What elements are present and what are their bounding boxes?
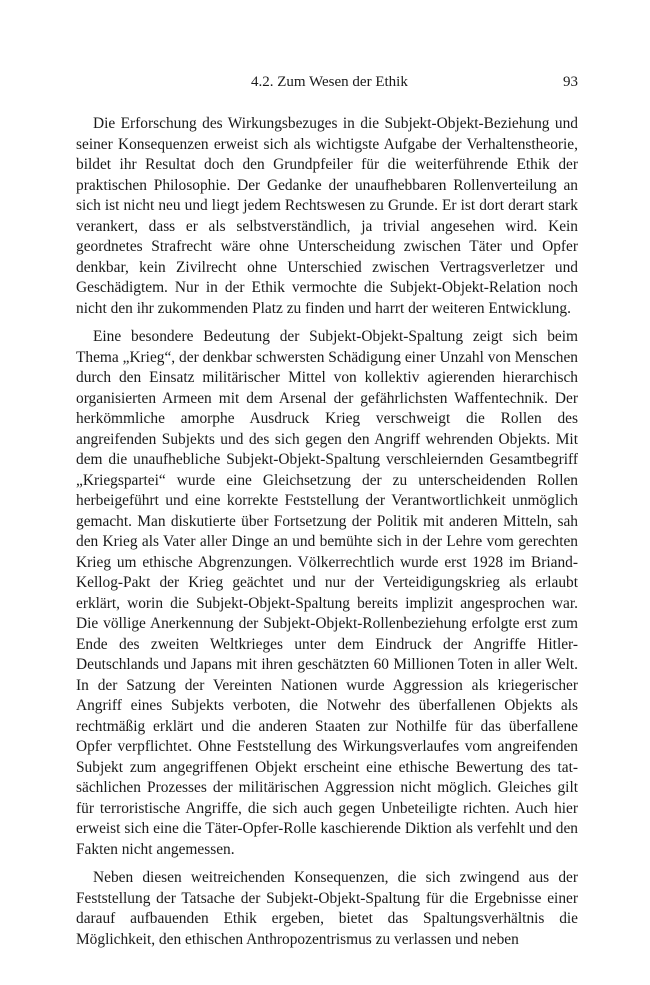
paragraph: Eine besondere Bedeutung der Subjekt-Objekt-Spaltung zeigt sich beim Thema „Krieg“, der denkbar schwersten Schädigung einer Unzahl von Menschen durch den Einsatz militärischer Mittel von kollektiv agierenden hierarchisch organisierten Armeen mit dem Arsenal der gefährlichsten Waffentechnik. Der herkömmliche amorphe Ausdruck Krieg verschweigt die Rollen des angreifenden Subjekts und des sich gegen den Angriff wehrenden Objekts. Mit dem die unaufhebliche Subjekt-Objekt-Spaltung verschleiernden Gesamtbegriff „Kriegspartei“ wurde eine Gleichsetzung der zu unterscheidenden Rollen herbeigeführt und eine korrekte Feststellung der Verantwortlichkeit unmöglich gemacht. Man diskutierte über Fortsetzung der Politik mit anderen Mitteln, sah den Krieg als Vater aller Dinge an und bemühte sich in der Lehre vom gerechten Krieg um ethische Abgrenzungen. Völkerrechtlich wurde erst 1928 im Briand-Kellog-Pakt der Krieg geächtet und nur der Verteidigungskrieg als erlaubt erklärt, worin die Subjekt-Objekt-Spaltung bereits implizit angesprochen war. Die völlige Anerkennung der Subjekt-Objekt-Rollenbeziehung erfolgte erst zum Ende des zweiten Weltkrieges unter dem Eindruck der Angriffe Hitler-Deutschlands und Japans mit ihren geschätzten 60 Millionen Toten in aller Welt. In der Satzung der Vereinten Nationen wurde Aggression als kriegerischer Angriff eines Subjekts verboten, die Notwehr des überfallenen Objekts als rechtmäßig erklärt und die anderen Staaten zur Nothilfe für das überfallene Opfer verpflichtet. Ohne Feststellung des Wirkungsverlaufes vom angreifenden Subjekt zum angegriffenen Objekt erscheint eine ethische Bewertung des tatsächlichen Prozesses der militärischen Aggression nicht möglich. Gleiches gilt für terroristische Angriffe, die sich auch gegen Unbeteiligte richten. Auch hier erweist sich eine die Täter-Opfer-Rolle kaschierende Diktion als verfehlt und den Fakten nicht angemessen. [76,328,578,858]
page-number: 93 [563,74,578,90]
section-title: 4.2. Zum Wesen der Ethik [251,74,408,90]
body-text [76,114,578,950]
paragraph: Neben diesen weitreichenden Konsequenzen, die sich zwingend aus der Feststellung der Tatsache der Subjekt-Objekt-Spaltung für die Ergebnisse einer darauf aufbauenden Ethik ergeben, bietet das Spaltungsverhältnis die Möglichkeit, den ethischen Anthropozentrismus zu verlassen und neben [76,869,578,948]
paragraph: Die Erforschung des Wirkungsbezuges in die Subjekt-Objekt-Beziehung und seiner Konsequenzen erweist sich als wichtigste Aufgabe der Verhaltenstheorie, bildet ihr Resultat doch den Grundpfeiler für die weiterführende Ethik der praktischen Philosophie. Der Gedanke der unaufhebbaren Rollenverteilung an sich ist nicht neu und liegt jedem Rechtswesen zu Grunde. Er ist dort derart stark verankert, dass er als selbstverständlich, ja trivial angesehen wird. Kein geordnetes Strafrecht wäre ohne Unterscheidung zwischen Täter und Opfer denkbar, kein Zivilrecht ohne Unterschied zwischen Vertragsverletzer und Geschädigtem. Nur in der Ethik vermochte die Subjekt-Objekt-Relation noch nicht den ihr zukommenden Platz zu finden und harrt der weiteren Entwicklung. [76,115,578,317]
running-head [76,74,578,96]
